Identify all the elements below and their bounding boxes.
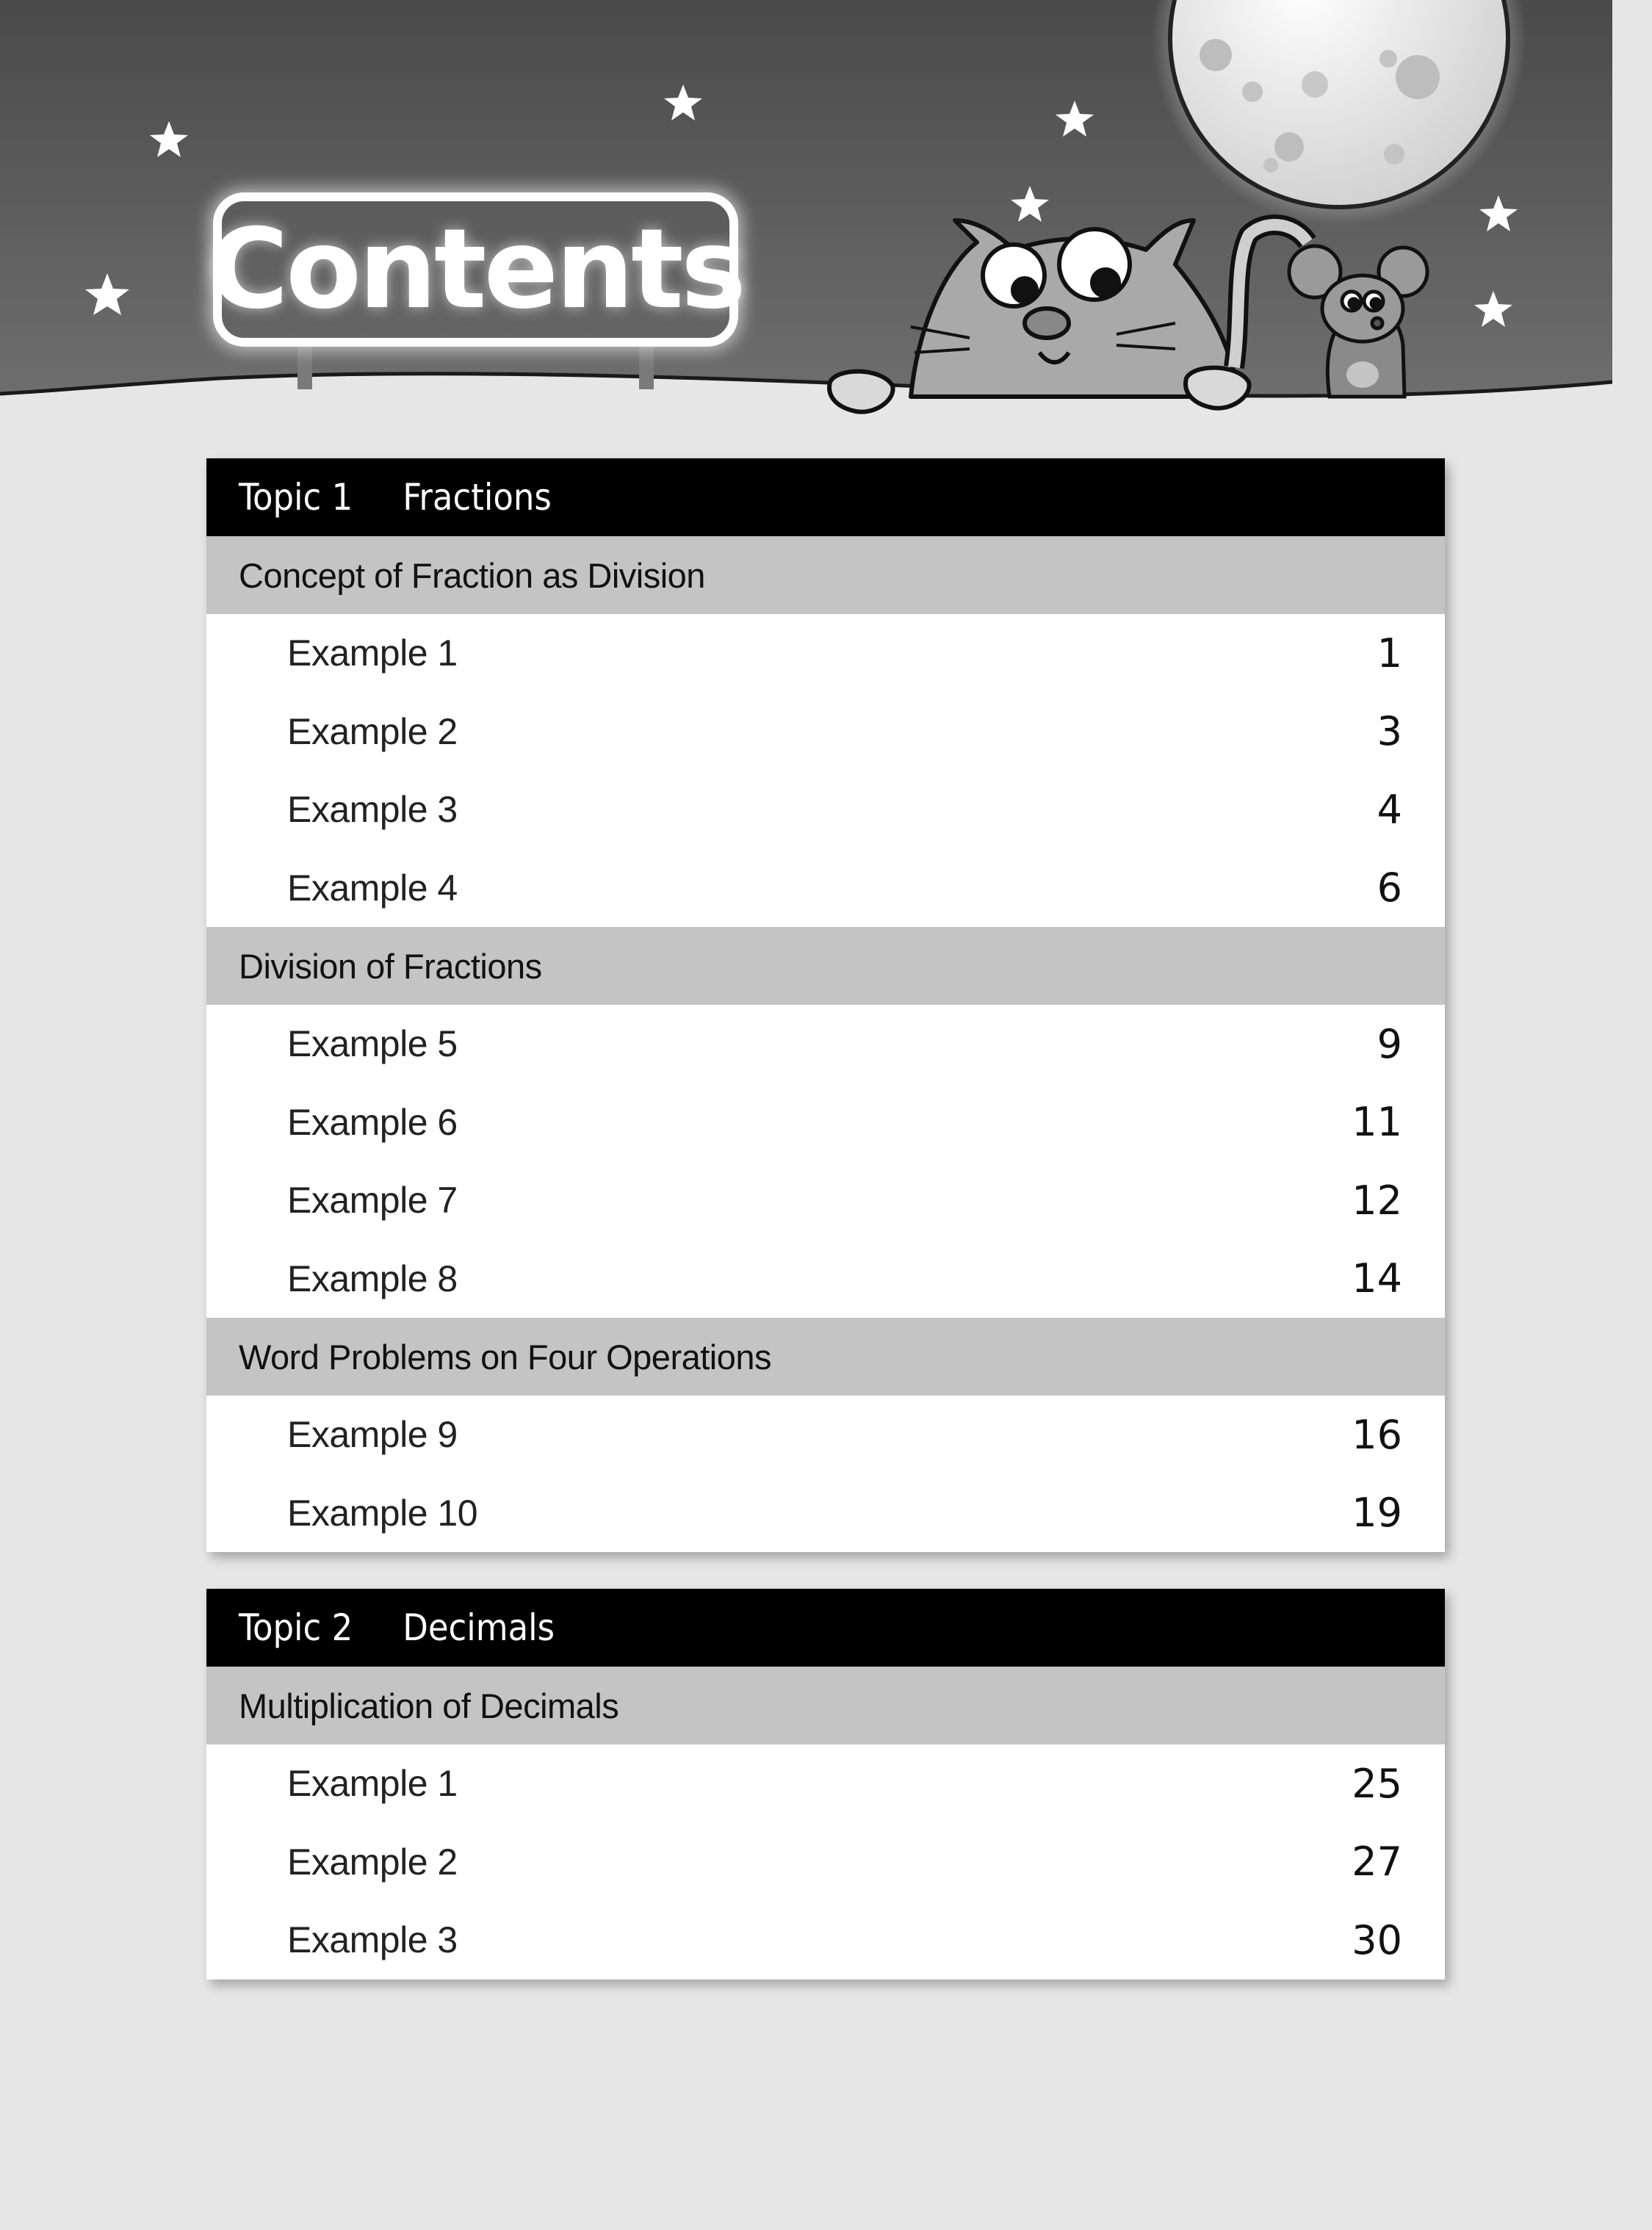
entry-page-number: 27 (1352, 1839, 1402, 1886)
entry-page-number: 19 (1352, 1490, 1402, 1537)
topic-number: Topic 2 (239, 1606, 353, 1649)
toc-entry[interactable] (206, 1823, 1445, 1902)
entry-page-number: 30 (1352, 1916, 1402, 1963)
entry-label: Example 3 (287, 1919, 458, 1961)
entry-page-number: 9 (1377, 1020, 1402, 1067)
toc-entry[interactable] (206, 771, 1445, 849)
entry-page-number: 25 (1352, 1760, 1402, 1807)
section-heading[interactable]: Word Problems on Four Operations (206, 1318, 1445, 1396)
section-heading[interactable]: Multiplication of Decimals (206, 1667, 1445, 1744)
entry-page-number: 6 (1377, 865, 1402, 912)
entry-label: Example 2 (287, 1841, 458, 1883)
entry-label: Example 1 (287, 1763, 458, 1805)
section-heading[interactable]: Division of Fractions (206, 927, 1445, 1005)
toc-entry[interactable] (206, 1161, 1445, 1240)
entry-label: Example 4 (287, 867, 458, 909)
toc-entry[interactable] (206, 1240, 1445, 1318)
page-title: Contents (213, 192, 738, 347)
entry-label: Example 8 (287, 1257, 458, 1299)
entry-page-number: 14 (1352, 1255, 1402, 1302)
section-heading[interactable]: Concept of Fraction as Division (206, 536, 1445, 614)
entry-label: Example 6 (287, 1101, 458, 1143)
entry-page-number: 16 (1352, 1411, 1402, 1458)
topic-header (206, 458, 1445, 536)
toc-entry[interactable] (206, 1005, 1445, 1083)
entry-label: Example 3 (287, 789, 458, 831)
header-banner (0, 0, 1612, 455)
toc-entry[interactable] (206, 1474, 1445, 1553)
entry-page-number: 1 (1377, 629, 1402, 676)
topic-card (206, 1589, 1445, 1980)
topic-number: Topic 1 (239, 476, 353, 519)
entry-page-number: 4 (1377, 786, 1402, 833)
entry-label: Example 10 (287, 1492, 478, 1534)
entry-label: Example 2 (287, 710, 458, 752)
topic-name: Decimals (403, 1606, 555, 1649)
entry-label: Example 1 (287, 632, 458, 674)
entry-label: Example 5 (287, 1023, 458, 1065)
toc-entry[interactable] (206, 1901, 1445, 1980)
toc-entry[interactable] (206, 1083, 1445, 1162)
entry-label: Example 7 (287, 1180, 458, 1222)
toc-entry[interactable] (206, 614, 1445, 693)
toc-entry[interactable] (206, 1396, 1445, 1474)
toc-entry[interactable] (206, 849, 1445, 928)
topic-card (206, 458, 1445, 1552)
toc-entry[interactable] (206, 1744, 1445, 1823)
entry-page-number: 11 (1352, 1099, 1402, 1146)
entry-page-number: 3 (1377, 708, 1402, 755)
topic-header (206, 1589, 1445, 1667)
topic-name: Fractions (403, 476, 552, 519)
toc-entry[interactable] (206, 693, 1445, 771)
entry-page-number: 12 (1352, 1177, 1402, 1224)
entry-label: Example 9 (287, 1414, 458, 1456)
